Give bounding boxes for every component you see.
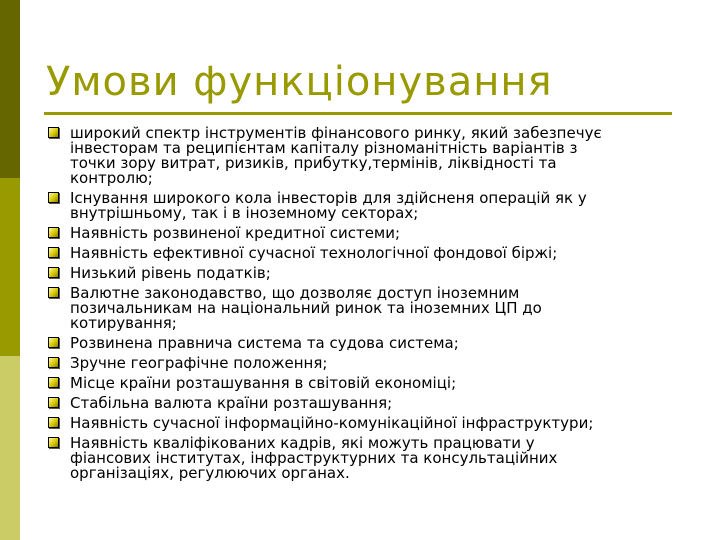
square-bullet-icon: [48, 397, 59, 408]
bullet-text: Наявність ефективної сучасної технологічної фондової біржі;: [70, 244, 558, 262]
bullet-text: Розвинена правнича система та судова система;: [70, 334, 459, 352]
title-underline: [44, 112, 672, 115]
bullet-item: [46, 356, 710, 371]
bullet-text: Валютне законодавство, що дозволяє доступ іноземним позичальникам на національний ринок та іноземних ЦП до котирування;: [70, 284, 542, 332]
square-bullet-icon: [48, 267, 59, 278]
square-bullet-icon: [48, 247, 59, 258]
square-bullet-icon: [48, 377, 59, 388]
bullet-item: [46, 246, 710, 261]
square-bullet-icon: [48, 337, 59, 348]
sidebar-band-top: [0, 0, 20, 178]
square-bullet-icon: [48, 437, 59, 448]
square-bullet-icon: [48, 227, 59, 238]
square-bullet-icon: [48, 287, 59, 298]
bullet-text: Наявність розвиненої кредитної системи;: [70, 224, 401, 242]
bullet-item: [46, 266, 710, 281]
sidebar-band-middle: [0, 178, 20, 356]
bullet-item: [46, 126, 710, 186]
bullet-text: Стабільна валюта країни розташування;: [70, 394, 393, 412]
sidebar-band-bottom: [0, 356, 20, 540]
slide-title: Умови функціонування: [46, 59, 553, 105]
bullet-item: [46, 416, 710, 431]
bullet-text: Низький рівень податків;: [70, 264, 271, 282]
square-bullet-icon: [48, 357, 59, 368]
bullet-item: [46, 286, 710, 331]
bullet-item: [46, 376, 710, 391]
bullet-item: [46, 191, 710, 221]
bullet-item: [46, 336, 710, 351]
bullet-text: Зручне географічне положення;: [70, 354, 328, 372]
square-bullet-icon: [48, 417, 59, 428]
bullet-text: Наявність сучасної інформаційно-комунікаційної інфраструктури;: [70, 414, 594, 432]
bullet-text: Місце країни розташування в світовій економіці;: [70, 374, 457, 392]
square-bullet-icon: [48, 127, 59, 138]
bullet-item: [46, 396, 710, 411]
bullet-text: широкий спектр інструментів фінансового ринку, який забезпечує інвесторам та реципієнтам капіталу різноманітність варіантів з точки зору витрат, ризиків, прибутку,термінів, ліквідності та контролю;: [70, 124, 602, 187]
bullet-text: Наявність кваліфікованих кадрів, які можуть працювати у фіансових інститутах, інфраструктурних та консультаційних організаціях, регулюючих органах.: [70, 434, 558, 482]
bullet-text: Існування широкого кола інвесторів для здійсненя операцій як у внутрішньому, так і в іноземному секторах;: [70, 189, 587, 222]
square-bullet-icon: [48, 192, 59, 203]
bullet-item: [46, 226, 710, 241]
bullet-list: [46, 126, 710, 486]
bullet-item: [46, 436, 710, 481]
